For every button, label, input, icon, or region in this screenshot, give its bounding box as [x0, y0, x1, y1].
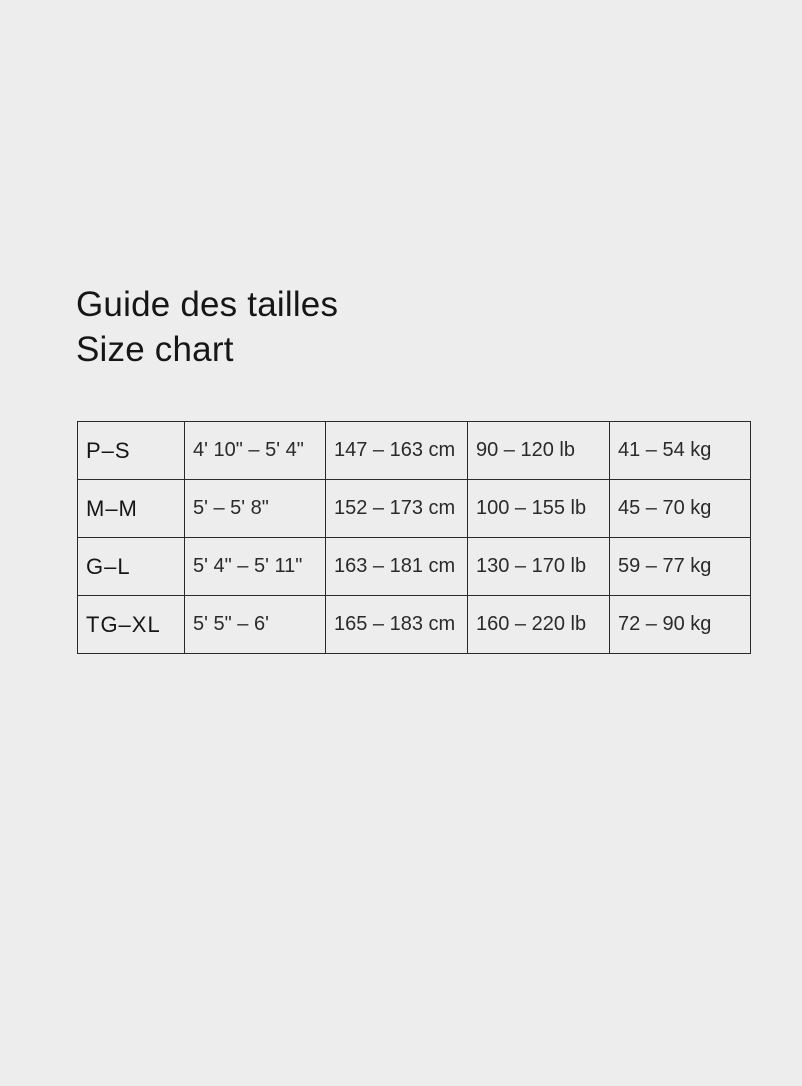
weight-imperial-cell: 160 – 220 lb	[468, 596, 610, 654]
weight-metric-cell: 59 – 77 kg	[610, 538, 751, 596]
page-heading	[76, 282, 338, 372]
weight-imperial-cell: 130 – 170 lb	[468, 538, 610, 596]
size-cell: TG–XL	[78, 596, 185, 654]
weight-metric-cell: 72 – 90 kg	[610, 596, 751, 654]
height-metric-cell: 163 – 181 cm	[326, 538, 468, 596]
weight-metric-cell: 41 – 54 kg	[610, 422, 751, 480]
size-chart-table	[77, 421, 751, 654]
height-metric-cell: 152 – 173 cm	[326, 480, 468, 538]
table-row	[78, 596, 751, 654]
size-cell: G–L	[78, 538, 185, 596]
weight-imperial-cell: 90 – 120 lb	[468, 422, 610, 480]
table-row	[78, 480, 751, 538]
table-row	[78, 422, 751, 480]
height-metric-cell: 147 – 163 cm	[326, 422, 468, 480]
height-metric-cell: 165 – 183 cm	[326, 596, 468, 654]
height-imperial-cell: 4' 10" – 5' 4"	[185, 422, 326, 480]
height-imperial-cell: 5' 4" – 5' 11"	[185, 538, 326, 596]
weight-imperial-cell: 100 – 155 lb	[468, 480, 610, 538]
table-row	[78, 538, 751, 596]
size-cell: M–M	[78, 480, 185, 538]
height-imperial-cell: 5' – 5' 8"	[185, 480, 326, 538]
page-title-french: Guide des tailles	[76, 285, 339, 324]
size-cell: P–S	[78, 422, 185, 480]
weight-metric-cell: 45 – 70 kg	[610, 480, 751, 538]
height-imperial-cell: 5' 5" – 6'	[185, 596, 326, 654]
page-title-english: Size chart	[76, 330, 234, 369]
